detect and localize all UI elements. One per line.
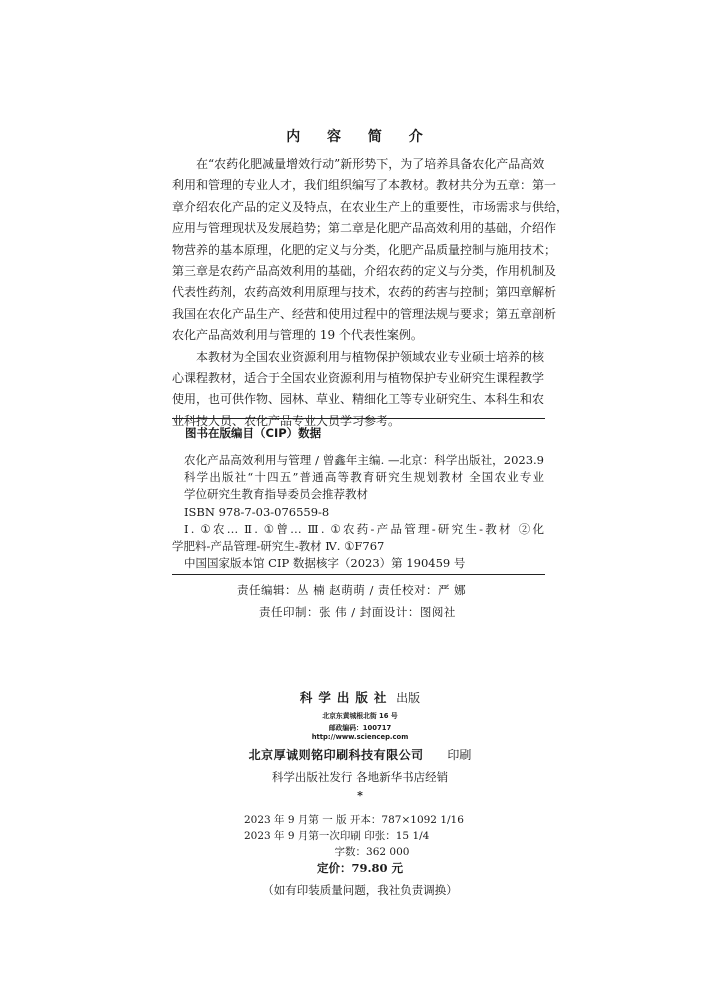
abstract-line: 农化产品高效利用与管理的 19 个代表性案例。 xyxy=(172,328,423,343)
publisher-postcode: 邮政编码：100717 xyxy=(328,724,392,732)
abstract-line: 业科技人员、农化产品专业人员学习参考。 xyxy=(172,413,401,428)
publisher-line xyxy=(0,688,720,706)
abstract-line: 我国在农化产品生产、经营和使用过程中的管理法规与要求；第五章剖析 xyxy=(172,306,557,321)
editors-line-1: 责任编辑：丛 楠 赵萌萌 / 责任校对：严 娜 xyxy=(237,583,467,597)
abstract-line: 第三章是农药产品高效利用的基础，介绍农药的定义与分类，作用机制及 xyxy=(172,264,557,279)
distribution-line: 科学出版社发行 各地新华书店经销 xyxy=(271,770,449,784)
abstract-line: 使用，也可供作物、园林、草业、精细化工等专业研究生、本科生和农 xyxy=(172,392,545,407)
quality-notice: （如有印装质量问题，我社负责调换） xyxy=(262,883,458,897)
abstract-line: 代表性药剂，农药高效利用原理与技术，农药的药害与控制；第四章解析 xyxy=(172,285,557,300)
edition-line-1: 2023 年 9 月第 一 版 开本：787×1092 1/16 xyxy=(244,814,464,826)
cip-top-rule xyxy=(172,418,545,419)
cip-line: 科学出版社“十四五”普通高等教育研究生规划教材 全国农业专业 xyxy=(184,470,544,485)
publisher-website: http://www.sciencep.com xyxy=(311,733,409,741)
cip-heading: 图书在版编目（CIP）数据 xyxy=(185,426,322,440)
cip-line: ISBN 978-7-03-076559-8 xyxy=(184,504,330,519)
cip-body xyxy=(172,452,544,572)
abstract-body xyxy=(172,154,569,432)
abstract-line: 应用与管理现状及发展趋势；第二章是化肥产品高效利用的基础，介绍作 xyxy=(172,221,557,236)
printer-line xyxy=(0,746,720,763)
word-count: 字数：362 000 xyxy=(334,846,410,858)
abstract-line: 在“农药化肥减量增效行动”新形势下，为了培养具备农化产品高效 xyxy=(196,157,545,171)
abstract-line: 心课程教材，适合于全国农业资源利用与植物保护专业研究生课程教学 xyxy=(172,371,545,386)
editors-line-2: 责任印制：张 伟 / 封面设计：图阅社 xyxy=(259,605,456,619)
abstract-line: 利用和管理的专业人才，我们组织编写了本教材。教材共分为五章：第一 xyxy=(172,178,557,193)
publisher-address: 北京东黄城根北街 16 号 xyxy=(322,712,398,720)
publisher-name: 科学出版社 xyxy=(299,690,393,705)
separator-star: * xyxy=(357,789,363,802)
cip-line: 中国国家版本馆 CIP 数据核字（2023）第 190459 号 xyxy=(184,556,466,571)
cip-bottom-rule xyxy=(172,574,545,575)
cip-line: 学位研究生教育指导委员会推荐教材 xyxy=(184,487,368,502)
cip-line: 学肥料-产品管理-研究生-教材 Ⅳ. ①F767 xyxy=(172,539,385,554)
abstract-line: 物营养的基本原理，化肥的定义与分类，化肥产品质量控制与施用技术； xyxy=(172,242,557,257)
price: 定价：79.80 元 xyxy=(316,861,403,875)
abstract-line: 本教材为全国农业资源利用与植物保护领域农业专业硕士培养的核 xyxy=(196,349,545,364)
publisher-suffix: 出版 xyxy=(396,691,421,705)
cip-line: Ⅰ. ①农… Ⅱ. ①曾… Ⅲ. ①农药-产品管理-研究生-教材 ②化 xyxy=(184,521,544,536)
edition-line-2: 2023 年 9 月第一次印刷 印张：15 1/4 xyxy=(244,830,430,842)
abstract-title: 内 容 简 介 xyxy=(286,129,434,145)
printer-name: 北京厚诚则铭印刷科技有限公司 xyxy=(248,748,424,762)
cip-line: 农化产品高效利用与管理 / 曾鑫年主编. —北京：科学出版社，2023.9 xyxy=(184,453,544,467)
abstract-line: 章介绍农化产品的定义及特点，在农业生产上的重要性，市场需求与供给， xyxy=(172,199,569,214)
printer-suffix: 印刷 xyxy=(447,748,472,762)
